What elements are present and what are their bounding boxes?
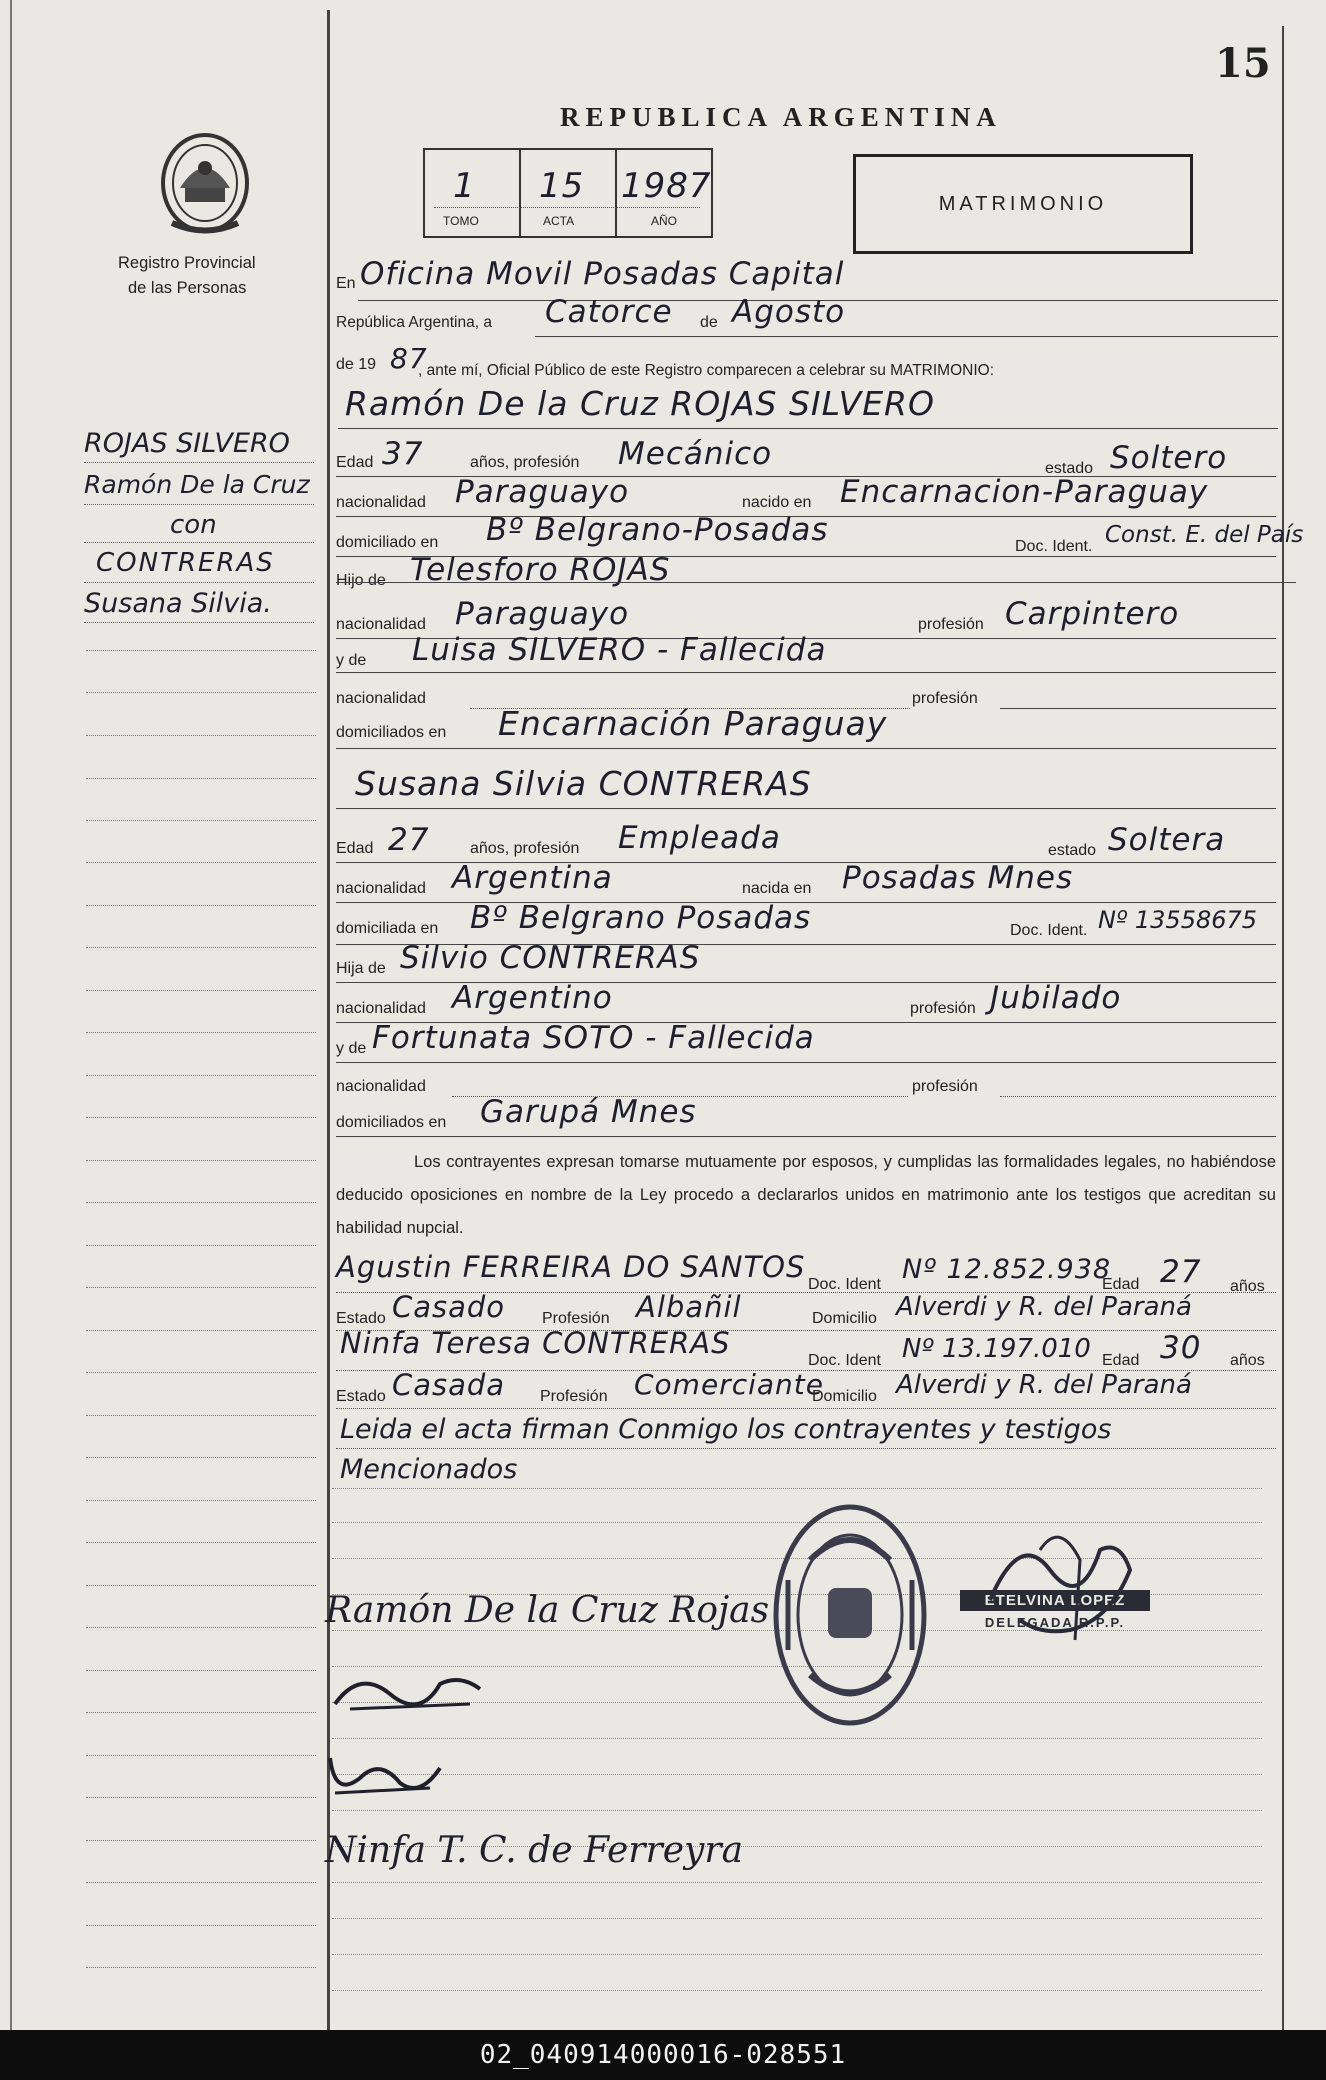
c2-domicilio-padres: Garupá Mnes	[480, 1094, 697, 1130]
c1-label-domiciliado: domiciliado en	[336, 534, 439, 551]
c1-doc: Const. E. del País	[1105, 522, 1304, 548]
acta-label: ACTA	[543, 214, 575, 228]
t2-label-edad: Edad	[1102, 1352, 1140, 1369]
t1-profesion: Albañil	[636, 1290, 742, 1324]
c1-padre-profesion: Carpintero	[1005, 596, 1180, 632]
acta-underline	[434, 207, 700, 208]
left-margin-line	[10, 0, 12, 2030]
label-ante: , ante mí, Oficial Público de este Registro comparecen a celebrar su MATRIMONIO:	[418, 362, 995, 379]
image-id-footer: 02_040914000016-028551	[0, 2030, 1326, 2080]
anio-cell	[617, 150, 711, 236]
t2-nombre: Ninfa Teresa CONTRERAS	[340, 1326, 731, 1360]
t1-label-estado: Estado	[336, 1310, 386, 1327]
registro-line2: de las Personas	[128, 279, 247, 297]
c1-padre: Telesforo ROJAS	[410, 552, 671, 588]
c1-label-madre-nac: nacionalidad	[336, 690, 426, 707]
provincial-seal-icon	[150, 128, 260, 238]
c2-label-madre-nac: nacionalidad	[336, 1078, 426, 1095]
c2-label-padre-nac: nacionalidad	[336, 1000, 426, 1017]
cierre-line1: Leida el acta firman Conmigo los contrayentes y testigos	[340, 1414, 1112, 1445]
c2-label-edad: Edad	[336, 840, 374, 857]
acta-value: 15	[539, 166, 585, 206]
signature-stamp-line2: DELEGADA R.P.P.	[984, 1615, 1126, 1630]
t2-label-domicilio: Domicilio	[812, 1388, 877, 1405]
t2-label-anos: años	[1230, 1352, 1265, 1369]
body-margin-line	[327, 10, 330, 2030]
c2-padre: Silvio CONTRERAS	[400, 940, 701, 976]
t1-doc: Nº 12.852.938	[902, 1254, 1112, 1285]
c1-label-doc: Doc. Ident.	[1015, 538, 1093, 555]
c1-label-anos-profesion: años, profesión	[470, 454, 580, 471]
tomo-label: TOMO	[443, 214, 479, 228]
matrimonio-label: MATRIMONIO	[938, 193, 1108, 215]
c2-doc: Nº 13558675	[1098, 906, 1258, 934]
c1-label-nacionalidad: nacionalidad	[336, 494, 426, 511]
acta-box	[423, 148, 713, 238]
anio-value: 1987	[621, 166, 712, 206]
t1-edad: 27	[1160, 1254, 1202, 1290]
c2-domicilio: Bº Belgrano Posadas	[470, 900, 812, 936]
margin-note-line5: Susana Silvia.	[84, 588, 272, 619]
c1-label-madre-prof: profesión	[912, 690, 978, 707]
t1-nombre: Agustin FERREIRA DO SANTOS	[336, 1250, 806, 1284]
t1-label-profesion: Profesión	[542, 1310, 610, 1327]
t2-doc: Nº 13.197.010	[902, 1334, 1091, 1364]
c2-label-nacionalidad: nacionalidad	[336, 880, 426, 897]
c1-label-padre-nac: nacionalidad	[336, 616, 426, 633]
t1-domicilio: Alverdi y R. del Paraná	[896, 1292, 1192, 1322]
c1-madre: Luisa SILVERO - Fallecida	[412, 632, 827, 668]
acto-lugar: Oficina Movil Posadas Capital	[360, 256, 845, 292]
c1-nombre: Ramón De la Cruz ROJAS SILVERO	[345, 384, 935, 423]
right-margin-line	[1282, 26, 1284, 2030]
acto-anio: 87	[390, 342, 428, 375]
acto-dia: Catorce	[545, 294, 673, 330]
c2-label-estado: estado	[1048, 842, 1097, 859]
t2-edad: 30	[1160, 1330, 1202, 1366]
c1-label-estado: estado	[1045, 460, 1094, 477]
c1-label-hijo: Hijo de	[336, 572, 386, 589]
t1-label-doc: Doc. Ident	[808, 1276, 881, 1293]
c2-nombre: Susana Silvia CONTRERAS	[355, 764, 812, 803]
matrimonio-box	[853, 154, 1193, 254]
t2-domicilio: Alverdi y R. del Paraná	[896, 1370, 1192, 1400]
signature-ninfa: Ninfa T. C. de Ferreyra	[325, 1830, 744, 1871]
label-de19: de 19	[336, 356, 377, 373]
c1-profesion: Mecánico	[618, 436, 773, 472]
c2-edad: 27	[388, 822, 430, 858]
t2-label-profesion: Profesión	[540, 1388, 608, 1405]
c2-label-nacida-en: nacida en	[742, 880, 812, 897]
c2-label-madre-prof: profesión	[912, 1078, 978, 1095]
c1-label-domiciliados: domiciliados en	[336, 724, 447, 741]
acto-mes: Agosto	[732, 294, 846, 330]
c2-padre-nacionalidad: Argentino	[452, 980, 613, 1016]
acta-cell	[521, 150, 617, 236]
margin-note-line4: CONTRERAS	[96, 548, 275, 578]
official-signature-icon	[960, 1510, 1160, 1660]
c1-nacionalidad: Paraguayo	[455, 474, 630, 510]
registro-line1: Registro Provincial	[118, 254, 256, 272]
signature-stamp-line1: ETELVINA LOPEZ	[960, 1590, 1150, 1611]
c2-label-anos-profesion: años, profesión	[470, 840, 580, 857]
t1-label-edad: Edad	[1102, 1276, 1140, 1293]
signature-testigo1-icon	[320, 1738, 450, 1808]
margin-note-line3: con	[170, 510, 217, 540]
c2-label-domiciliados: domiciliados en	[336, 1114, 447, 1131]
c2-label-hija: Hija de	[336, 960, 386, 977]
label-en: En	[336, 275, 356, 292]
tomo-value: 1	[453, 166, 476, 206]
country-title: REPUBLICA ARGENTINA	[560, 102, 1002, 132]
t2-profesion: Comerciante	[634, 1368, 824, 1401]
c1-label-y-de: y de	[336, 652, 367, 669]
signature-contrayente2-icon	[330, 1664, 490, 1724]
c2-label-doc: Doc. Ident.	[1010, 922, 1088, 939]
t1-label-domicilio: Domicilio	[812, 1310, 877, 1327]
c1-domicilio: Bº Belgrano-Posadas	[486, 512, 829, 548]
official-stamp-icon	[770, 1500, 930, 1730]
c1-nacido-en: Encarnacion-Paraguay	[840, 474, 1209, 510]
anio-label: AÑO	[651, 214, 678, 228]
t2-label-estado: Estado	[336, 1388, 386, 1405]
declaracion-paragraph: Los contrayentes expresan tomarse mutuamente por esposos, y cumplidas las formalidades legales, no habiéndose deducido oposiciones en nombre de la Ley procedo a declararlos unidos en matrimonio ante los testigos que acreditan su habilidad nupcial.	[336, 1153, 1276, 1237]
c1-label-edad: Edad	[336, 454, 374, 471]
c2-label-padre-prof: profesión	[910, 1000, 976, 1017]
cierre-line2: Mencionados	[340, 1454, 518, 1485]
signature-ramon: Ramón De la Cruz Rojas	[325, 1590, 770, 1631]
c2-label-y-de: y de	[336, 1040, 367, 1057]
c1-padre-nacionalidad: Paraguayo	[455, 596, 630, 632]
t2-estado: Casada	[392, 1368, 506, 1402]
t1-estado: Casado	[392, 1290, 506, 1324]
margin-note-line1: ROJAS SILVERO	[84, 428, 290, 459]
c1-estado: Soltero	[1110, 440, 1228, 476]
c1-edad: 37	[382, 436, 424, 472]
c2-label-domiciliada: domiciliada en	[336, 920, 439, 937]
tomo-cell	[425, 150, 521, 236]
c1-domicilio-padres: Encarnación Paraguay	[498, 704, 888, 743]
t2-label-doc: Doc. Ident	[808, 1352, 881, 1369]
margin-note-line2: Ramón De la Cruz	[84, 470, 310, 499]
c2-padre-profesion: Jubilado	[990, 980, 1122, 1016]
c1-label-padre-prof: profesión	[918, 616, 984, 633]
c2-nacionalidad: Argentina	[452, 860, 613, 896]
c2-profesion: Empleada	[618, 820, 781, 856]
t1-label-anos: años	[1230, 1278, 1265, 1295]
c2-nacida-en: Posadas Mnes	[842, 860, 1074, 896]
c2-estado: Soltera	[1108, 822, 1226, 858]
c1-label-nacido-en: nacido en	[742, 494, 812, 511]
c2-madre: Fortunata SOTO - Fallecida	[372, 1020, 815, 1056]
label-republica: República Argentina, a	[336, 314, 492, 331]
label-de: de	[700, 314, 718, 331]
page-number: 15	[1215, 40, 1271, 87]
